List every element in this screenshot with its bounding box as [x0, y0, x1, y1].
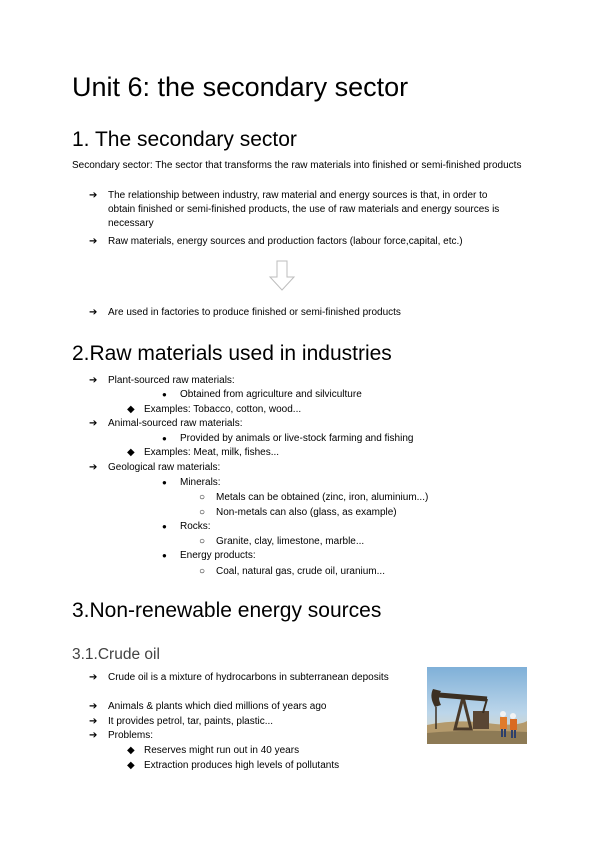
- list-item: Geological raw materials:: [108, 462, 221, 473]
- list-item: Reserves might run out in 40 years: [144, 745, 300, 756]
- circle-bullet-icon: ○: [199, 507, 206, 518]
- section-heading: 2.Raw materials used in industries: [72, 342, 392, 365]
- section-heading: 3.Non-renewable energy sources: [72, 599, 382, 622]
- dot-bullet-icon: ●: [162, 390, 167, 399]
- list-item: Plant-sourced raw materials:: [108, 375, 235, 386]
- arrow-bullet-icon: ➔: [89, 730, 98, 741]
- list-item: Problems:: [108, 730, 154, 741]
- arrow-bullet-icon: ➔: [89, 375, 98, 386]
- list-item: Extraction produces high levels of pollutants: [144, 760, 340, 771]
- subsection-heading: 3.1.Crude oil: [72, 646, 160, 663]
- down-arrow-icon: [268, 259, 296, 293]
- circle-bullet-icon: ○: [199, 492, 206, 503]
- list-item: Animals & plants which died millions of years ago: [108, 701, 327, 712]
- definition-text: Secondary sector: The sector that transforms the raw materials into finished or semi-finished products: [72, 160, 522, 171]
- list-item: Animal-sourced raw materials:: [108, 418, 243, 429]
- list-item: Crude oil is a mixture of hydrocarbons in subterranean deposits: [108, 672, 389, 683]
- list-item: Examples: Meat, milk, fishes...: [144, 447, 280, 458]
- section-heading: 1. The secondary sector: [72, 128, 297, 151]
- list-item: Metals can be obtained (zinc, iron, aluminium...): [216, 492, 429, 503]
- dot-bullet-icon: ●: [162, 434, 167, 443]
- page-title: Unit 6: the secondary sector: [72, 72, 409, 102]
- list-item: Non-metals can also (glass, as example): [216, 507, 397, 518]
- list-item: Minerals:: [180, 477, 221, 488]
- arrow-bullet-icon: ➔: [89, 701, 98, 712]
- list-item: Rocks:: [180, 521, 211, 532]
- list-item: Energy products:: [180, 550, 256, 561]
- dot-bullet-icon: ●: [162, 478, 167, 487]
- list-item: It provides petrol, tar, paints, plastic...: [108, 716, 274, 727]
- arrow-bullet-icon: ➔: [89, 236, 98, 247]
- circle-bullet-icon: ○: [199, 566, 206, 577]
- dot-bullet-icon: ●: [162, 522, 167, 531]
- list-item: The relationship between industry, raw material and energy sources is that, in order to obtain finished or semi-finished products, the use of raw materials and energy sources is necessary: [108, 190, 500, 229]
- list-item: Provided by animals or live-stock farming and fishing: [180, 433, 414, 444]
- list-item: Raw materials, energy sources and production factors (labour force,capital, etc.): [108, 236, 463, 247]
- arrow-bullet-icon: ➔: [89, 418, 98, 429]
- list-item: Granite, clay, limestone, marble...: [216, 536, 365, 547]
- list-item: Are used in factories to produce finished or semi-finished products: [108, 307, 401, 318]
- diamond-bullet-icon: ◆: [127, 447, 135, 458]
- diamond-bullet-icon: ◆: [127, 404, 135, 415]
- arrow-bullet-icon: ➔: [89, 716, 98, 727]
- diamond-bullet-icon: ◆: [127, 760, 135, 771]
- arrow-bullet-icon: ➔: [89, 672, 98, 683]
- arrow-bullet-icon: ➔: [89, 190, 98, 201]
- circle-bullet-icon: ○: [199, 536, 206, 547]
- list-item: Coal, natural gas, crude oil, uranium...: [216, 566, 385, 577]
- arrow-bullet-icon: ➔: [89, 307, 98, 318]
- diamond-bullet-icon: ◆: [127, 745, 135, 756]
- arrow-bullet-icon: ➔: [89, 462, 98, 473]
- dot-bullet-icon: ●: [162, 551, 167, 560]
- oil-pumpjack-photo: [427, 667, 527, 744]
- list-item: Examples: Tobacco, cotton, wood...: [144, 404, 302, 415]
- list-item: Obtained from agriculture and silviculture: [180, 389, 362, 400]
